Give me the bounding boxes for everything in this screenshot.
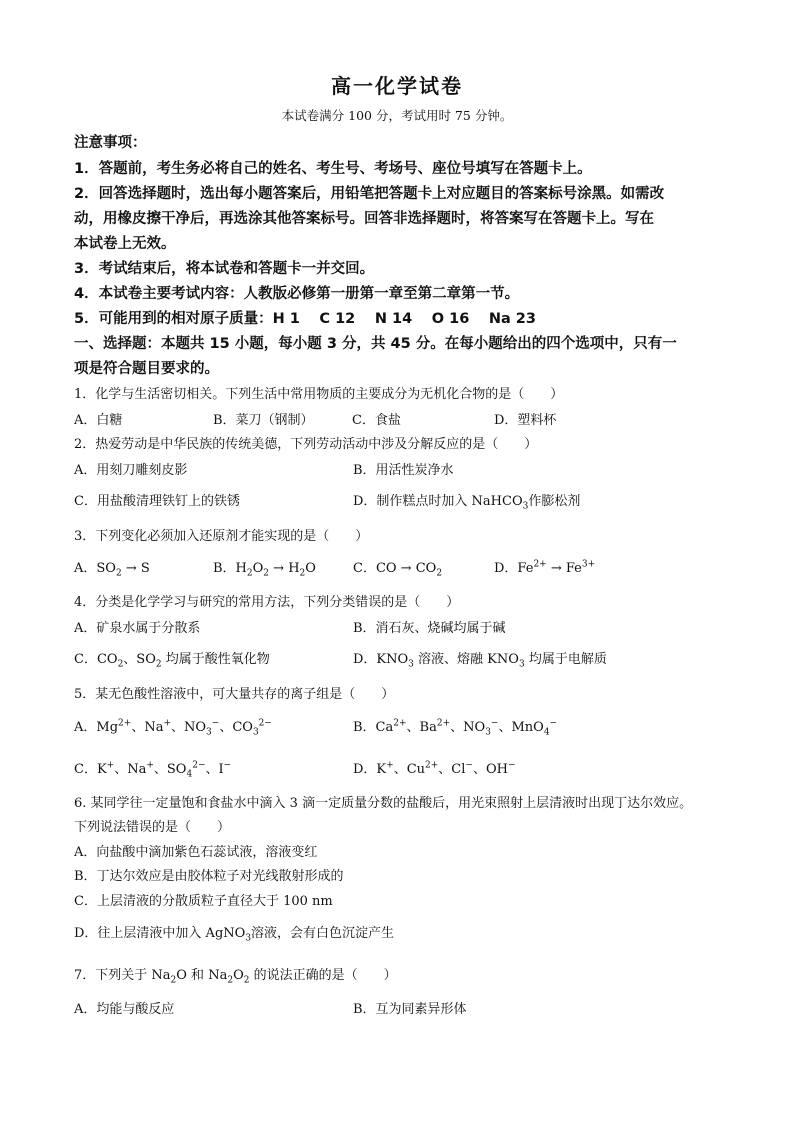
q5-option-a: A．$Mg^{2+}$、Na+、$NO_3^-$、$CO_3^{2-}$ bbox=[74, 718, 272, 738]
note-item-5: 5．可能用到的相对原子质量：H 1 C 12 N 14 O 16 Na 23 bbox=[74, 311, 536, 327]
q3-option-d: D．$Fe^{2+} \to Fe^{3+}$ bbox=[494, 559, 596, 576]
q4-option-b: B．消石灰、烧碱均属于碱 bbox=[353, 621, 506, 636]
note-item-2-line-2: 动，用橡皮擦干净后，再选涂其他答案标号。回答非选择题时，将答案写在答题卡上。写在 bbox=[74, 211, 654, 227]
q3-option-b: B．$H_2O_2 \to H_2O$ bbox=[213, 561, 316, 579]
section1-heading-line-1: 一、选择题：本题共 15 小题，每小题 3 分，共 45 分。在每小题给出的四个选项中，只有一 bbox=[74, 336, 677, 352]
q6-option-a: A．向盐酸中滴加紫色石蕊试液，溶液变红 bbox=[74, 845, 318, 860]
q3-stem: 3．下列变化必须加入还原剂才能实现的是（ ） bbox=[74, 529, 369, 544]
exam-title: 高一化学试卷 bbox=[331, 74, 463, 98]
q4-option-c: C．$CO_2$、$SO_2$ 均属于酸性氧化物 bbox=[74, 652, 270, 670]
q4-stem: 4．分类是化学学习与研究的常用方法，下列分类错误的是（ ） bbox=[74, 595, 460, 610]
note-item-3: 3．考试结束后，将本试卷和答题卡一并交回。 bbox=[74, 261, 375, 277]
q2-option-a: A．用刻刀雕刻皮影 bbox=[74, 463, 188, 478]
q1-option-b: B．菜刀（钢制） bbox=[213, 413, 314, 428]
q5-option-c: C．K+、Na+、$SO_4^{2-}$、I− bbox=[74, 760, 232, 780]
q5-option-d: D．K+、$Cu^{2+}$、Cl−、OH− bbox=[353, 760, 516, 777]
q6-stem-line-1: 6. 某同学往一定量饱和食盐水中滴入 3 滴一定质量分数的盐酸后，用光束照射上层清液时出现丁达尔效应。 bbox=[74, 796, 693, 811]
q3-option-c: C．CO → $CO_2$ bbox=[353, 561, 443, 579]
q4-option-a: A．矿泉水属于分散系 bbox=[74, 621, 201, 636]
q7-stem: 7．下列关于 $Na_2O$ 和 $Na_2O_2$ 的说法正确的是（ ） bbox=[74, 968, 397, 986]
q4-option-d: D．$KNO_3$ 溶液、熔融 $KNO_3$ 均属于电解质 bbox=[353, 652, 607, 670]
q6-option-d: D．往上层清液中加入 AgNO$_3$溶液，会有白色沉淀产生 bbox=[74, 926, 395, 944]
q6-stem-line-2: 下列说法错误的是（ ） bbox=[74, 820, 231, 835]
notes-heading: 注意事项： bbox=[74, 135, 147, 151]
q1-option-c: C．食盐 bbox=[352, 413, 401, 428]
q6-option-b: B．丁达尔效应是由胶体粒子对光线散射形成的 bbox=[74, 869, 344, 884]
q2-option-b: B．用活性炭净水 bbox=[353, 463, 454, 478]
note-item-4: 4．本试卷主要考试内容：人教版必修第一册第一章至第二章第一节。 bbox=[74, 286, 520, 302]
exam-subtitle: 本试卷满分 100 分，考试用时 75 分钟。 bbox=[281, 108, 513, 123]
q6-option-c: C．上层清液的分散质粒子直径大于 100 nm bbox=[74, 894, 333, 909]
q1-stem: 1．化学与生活密切相关。下列生活中常用物质的主要成分为无机化合物的是（ ） bbox=[74, 387, 564, 402]
q1-option-a: A．白糖 bbox=[74, 413, 123, 428]
q7-option-b: B．互为同素异形体 bbox=[353, 1002, 467, 1017]
q7-option-a: A．均能与酸反应 bbox=[74, 1002, 175, 1017]
q2-option-d: D．制作糕点时加入 NaHCO$_3$作膨松剂 bbox=[353, 494, 581, 512]
q1-option-d: D．塑料杯 bbox=[494, 413, 557, 428]
q2-option-c: C．用盐酸清理铁钉上的铁锈 bbox=[74, 494, 240, 509]
section1-heading-line-2: 项是符合题目要求的。 bbox=[74, 361, 219, 377]
q2-stem: 2．热爱劳动是中华民族的传统美德，下列劳动活动中涉及分解反应的是（ ） bbox=[74, 437, 538, 452]
q5-stem: 5．某无色酸性溶液中，可大量共存的离子组是（ ） bbox=[74, 687, 395, 702]
note-item-1: 1．答题前，考生务必将自己的姓名、考生号、考场号、座位号填写在答题卡上。 bbox=[74, 161, 592, 177]
note-item-2-line-3: 本试卷上无效。 bbox=[74, 236, 176, 252]
q5-option-b: B．$Ca^{2+}$、$Ba^{2+}$、$NO_3^-$、MnO$_4$− bbox=[353, 718, 558, 738]
note-item-2-line-1: 2．回答选择题时，选出每小题答案后，用铅笔把答题卡上对应题目的答案标号涂黑。如需改 bbox=[74, 186, 665, 202]
q3-option-a: A．$SO_2 \to S$ bbox=[74, 561, 150, 579]
